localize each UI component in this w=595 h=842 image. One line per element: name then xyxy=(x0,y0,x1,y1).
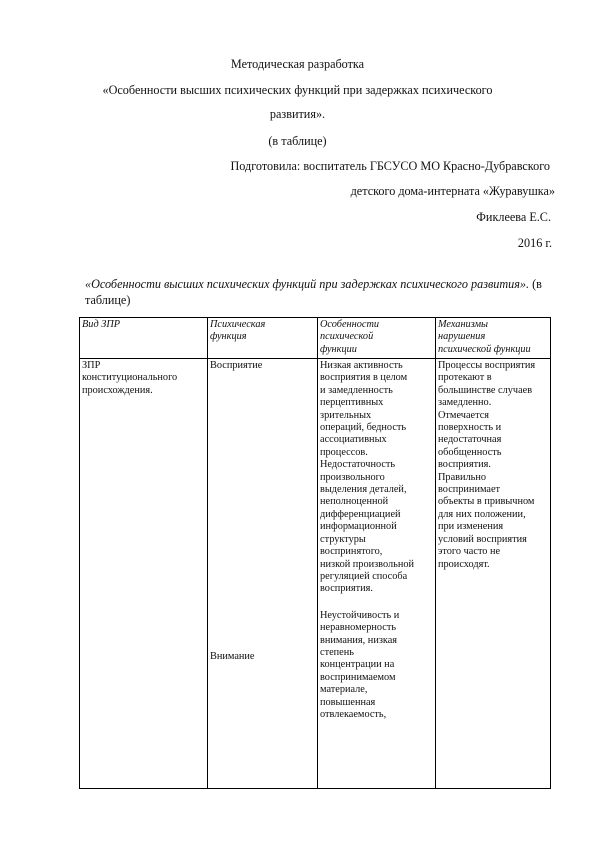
doc-author-name: Фиклеева Е.С. xyxy=(476,210,551,224)
table-row xyxy=(80,359,551,789)
table-subtitle xyxy=(85,276,555,308)
table-subtitle-plain: (в таблице) xyxy=(85,277,542,307)
doc-author-line-1: Подготовила: воспитатель ГБСУСО МО Красно-Дубравского xyxy=(230,159,550,173)
header-function-features: Особенности психической функции xyxy=(318,318,436,359)
header-psych-function: Психическая функция xyxy=(208,318,318,359)
cell-psych-function xyxy=(208,359,318,789)
table-header-row xyxy=(80,318,551,359)
features-attention: Неустойчивость и неравномерность внимания, низкая степень концентрации на воспринимаемом материале, повышенная отвлекаемость, xyxy=(320,609,400,720)
doc-year: 2016 г. xyxy=(517,236,552,250)
features-perception: Низкая активность восприятия в целом и замедленность перцептивных зрительных операций, бедность ассоциативных процессов. Недостаточность произвольного выделения деталей, неполноценной дифференциацией информационной структуры воспринятого, низкой произвольной регуляцией способа восприятия. xyxy=(320,360,414,595)
header-disorder-mechanisms: Механизмы нарушения психической функции xyxy=(436,318,551,359)
doc-author-line-2: детского дома-интерната «Журавушка» xyxy=(350,184,555,198)
doc-heading-line-1: Методическая разработка xyxy=(230,57,365,71)
psych-functions-table xyxy=(79,317,551,789)
doc-heading-line-3: развития». xyxy=(269,107,326,121)
function-perception: Восприятие xyxy=(210,360,263,371)
cell-function-features xyxy=(318,359,436,789)
cell-disorder-mechanisms: Процессы восприятия протекают в большинстве случаев замедленно. Отмечается поверхность и недостаточная обобщенность восприятия. Правильно воспринимает объекты в привычном для них положении, при изменения условий восприятия этого часто не происходят. xyxy=(436,359,551,789)
cell-zpr-type: ЗПР конституционального происхождения. xyxy=(80,359,208,789)
doc-heading-line-4: (в таблице) xyxy=(268,134,327,148)
table-subtitle-italic: «Особенности высших психических функций при задержках психического развития». xyxy=(85,277,530,291)
doc-heading-line-2: «Особенности высших психических функций при задержках психического xyxy=(102,83,493,97)
header-zpr-type: Вид ЗПР xyxy=(80,318,208,359)
function-attention: Внимание xyxy=(210,651,255,663)
